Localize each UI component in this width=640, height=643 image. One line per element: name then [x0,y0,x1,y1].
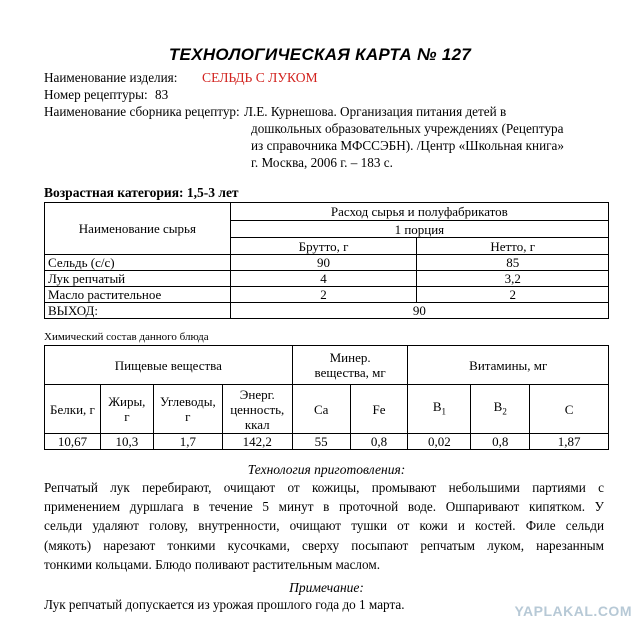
collection-line: из справочника МФССЭБН). /Центр «Школьная книга» [251,138,564,153]
vitamin-b2-value: 0,8 [471,434,530,450]
output-row [45,303,609,319]
vitamin-b1-value: 0,02 [408,434,471,450]
energy-header-line: ккал [244,416,270,432]
ingredient-name: Лук репчатый [45,271,231,287]
nutrients-header: Пищевые вещества [45,346,293,385]
proteins-header: Белки, г [45,385,101,434]
carbs-header-line: г [185,409,191,424]
calcium-header: Ca [292,385,350,434]
iron-header: Fe [350,385,408,434]
technology-line: Репчатый лук перебирают, очищают от кожицы, промывают небольшими партиями с [44,480,604,495]
table-row [45,287,609,303]
ingredient-gross: 90 [230,255,417,271]
carbs-header [153,385,222,434]
output-label: ВЫХОД: [45,303,231,319]
vitamin-letter: B [432,398,442,414]
minerals-header-line: Минер. [329,350,371,365]
fats-value: 10,3 [100,434,153,450]
fats-header-line: г [124,409,130,424]
vitamin-c-value: 1,87 [530,434,609,450]
ingredient-net: 85 [417,255,609,271]
technology-text [44,478,604,574]
vitamins-header: Витамины, мг [408,346,609,385]
technology-heading: Технология приготовления: [247,462,406,477]
energy-header-line: ценность, [230,401,285,417]
collection-line: дошкольных образовательных учреждениях (Рецептура [251,121,564,136]
energy-value: 142,2 [222,434,292,450]
fats-header [100,385,153,434]
technology-line: сельди удаляют голову, внутренности, очищают тушки от кожи и костей. Филе сельди [44,518,604,534]
recipe-number-label: Номер рецептуры: [44,87,148,102]
ingredient-gross: 2 [230,287,417,303]
ingredient-name: Сельдь (с/с) [45,255,231,271]
recipe-number: 83 [155,87,169,102]
portion-header: 1 порция [230,221,608,238]
product-name: СЕЛЬДЬ С ЛУКОМ [202,70,318,85]
proteins-value: 10,67 [45,434,101,450]
vitamin-b1-header [408,385,471,434]
table-row [45,434,609,450]
chem-table [44,345,609,450]
chem-caption: Химический состав данного блюда [44,331,209,343]
collection-label: Наименование сборника рецептур: [44,104,240,119]
age-category: Возрастная категория: 1,5-3 лет [44,185,239,200]
vitamin-subscript: 2 [502,406,507,417]
collection-line: г. Москва, 2006 г. – 183 с. [251,155,393,170]
calcium-value: 55 [292,434,350,450]
page-title: ТЕХНОЛОГИЧЕСКАЯ КАРТА № 127 [168,45,472,64]
fats-header-line: Жиры, [108,394,146,409]
output-value: 90 [230,303,608,319]
ingredient-name: Масло растительное [45,287,231,303]
ingredient-gross: 4 [230,271,417,287]
gross-header: Брутто, г [230,238,417,255]
minerals-header-line: вещества, мг [314,365,386,380]
carbs-header-line: Углеводы, [159,394,216,409]
note-text: Лук репчатый допускается из урожая прошлого года до 1 марта. [44,597,405,612]
consumption-header: Расход сырья и полуфабрикатов [230,203,608,221]
vitamin-c-header: C [530,385,609,434]
technology-line: тонкими кольцами. Блюдо поливают растительным маслом. [44,556,381,572]
collection-line: Л.Е. Курнешова. Организация питания детей в [244,104,507,119]
ingredient-net: 2 [417,287,609,303]
vitamin-b2-header [471,385,530,434]
vitamin-letter: B [493,398,503,414]
vitamin-subscript: 1 [441,406,446,417]
minerals-header [292,346,408,385]
product-label: Наименование изделия: [44,70,178,85]
table-row [45,255,609,271]
table-row [45,271,609,287]
energy-header [222,385,292,434]
ingredient-net: 3,2 [417,271,609,287]
ingredients-table [44,202,609,319]
energy-header-line: Энерг. [239,386,275,402]
technology-line: (мякоть) нарезают тонкими кусочками, сверху посыпают репчатым луком, нарезанным [44,537,604,553]
iron-value: 0,8 [350,434,408,450]
ingredient-name-header: Наименование сырья [45,203,231,255]
note-heading: Примечание: [289,580,364,595]
watermark: YAPLAKAL.COM [514,603,632,619]
carbs-value: 1,7 [153,434,222,450]
technology-line: применением дуршлага в течение 5 минут в проточной воде. Ошпаривают кипятком. У [44,499,604,515]
net-header: Нетто, г [417,238,609,255]
